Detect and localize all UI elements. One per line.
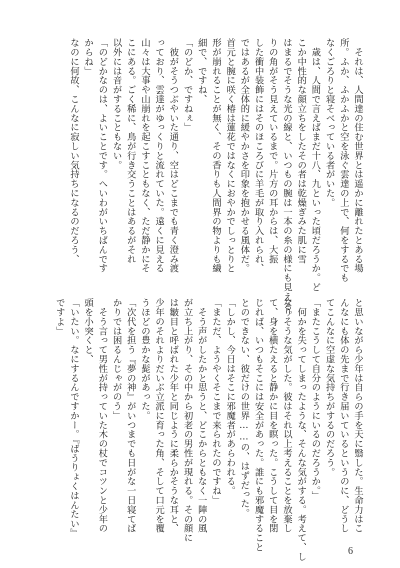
text-line: なくごろりと寝そべっている者がいた。 xyxy=(323,38,335,208)
text-line: 「のどか、ですねぇ」 xyxy=(181,38,193,132)
text-line: 「またこうして自分のようにいるのだろうか。」 xyxy=(309,298,321,501)
lower-text-column xyxy=(53,298,364,562)
text-line: 首元と腕に咲く椿は蓮花ではなくにおやかでしっとりと xyxy=(224,38,236,273)
text-line: は皺目と呼ばれた少年と同じように柔らかそうな耳と、 xyxy=(167,298,179,533)
text-line: こか中性的な顔立ちをしたその者は乾燥ぎみた肌に雪 xyxy=(295,38,307,264)
text-line: 頭を小突くと、 xyxy=(82,298,94,364)
text-line: 「いたい。なにするんですかー。『ばうりょくはんたい』 xyxy=(67,298,79,538)
text-line: ですよ」 xyxy=(53,298,65,336)
text-line: 歳は、人間で言えばまだ十八、九といった頃だろうか。ど xyxy=(309,38,321,292)
text-line: 何かを失ってしまったような、そんな気がする。考えて、し xyxy=(295,298,307,562)
text-line: りの角がそう見えているまで。片方の耳からは、大振 xyxy=(266,38,278,264)
text-line: かりでは困るんじゃがのう」 xyxy=(110,298,122,421)
text-line: 彼がそうつぶやいた通り、空はどこまでも青く澄み渡 xyxy=(167,38,179,273)
text-line: はまるでそうな光の線と、いつもの腕は一本の糸の様にも見える。 xyxy=(280,38,292,320)
text-line: とのできない、彼だけの世界……の、はずだった。 xyxy=(238,298,250,518)
text-line: 細で、ですね、 xyxy=(195,38,207,104)
text-line: て、身を横たえると静かに目を瞑った。こうして目を閉 xyxy=(266,298,278,533)
text-line: 「のどかなのは、よいことです。へいわがいちばんです xyxy=(96,38,108,273)
text-line: と思いながら少年は自らの手を天に翳した。生命力はこ xyxy=(352,298,363,533)
text-line: 形が崩れることが無く、その香りも人間界の物よりも繊 xyxy=(209,38,221,273)
text-line: そう声がしたかと思うと、どこからともなく一陣の風 xyxy=(195,298,207,533)
text-line: 「しかし、今日はそこに邪魔者があらわれる。 xyxy=(224,298,236,496)
text-line: うほどの豊かな髭があった。 xyxy=(138,298,150,421)
text-line: なりそうな気がした。彼はそれ以上考えることを放棄し xyxy=(280,298,292,533)
text-line: が立ち上がり、その中から初老の男性が現れる。その顔に xyxy=(181,298,193,543)
page-number: 6 xyxy=(348,546,353,557)
text-line: じれば、いつもそこには安全があった。誰にも邪魔すること xyxy=(252,298,264,552)
text-line: 少年のそれよりだいぶ立派に育った角、そして口元を覆 xyxy=(153,298,165,533)
text-line: ではあるが全体的に緩やかさを印象を抱かせる風体だ。 xyxy=(238,38,250,273)
text-line: っており、雲達がゆっくりと流れていた。遠くに見える xyxy=(153,38,165,273)
text-line: てこんなに空虚な気持ちがするのだろう。 xyxy=(323,298,335,477)
text-line: なのに何故、こんなに寂しい気持ちになるのだろう、 xyxy=(67,38,79,264)
text-line: んなにも体の先まで行き届いているというのに、どうし xyxy=(337,298,349,533)
text-line: そう言って男性が持っていた木の杖でコツンと少年の xyxy=(96,298,108,533)
text-line: した衝中装飾にはそのほころびに羊毛が取り入れられ、 xyxy=(252,38,264,273)
text-line: 「まただ、ようやくそこまで来られたのですね」 xyxy=(209,298,221,505)
text-line: 「次代を担う『夢の神』がいつまでも日がな一日寝てば xyxy=(124,298,136,533)
text-line: 以外には音がすることもない。 xyxy=(110,38,122,170)
text-line: 山々は大事や山崩れを起こすこともなく、ただ静かにそ xyxy=(138,38,150,273)
text-line: 所。ふか、ふかふかと空を泳ぐ雲達の上で、何をするでも xyxy=(337,38,349,283)
text-line: からね」 xyxy=(82,38,94,76)
text-line: こにある。ごく稀に、鳥が行き交うことはあるがそれ xyxy=(124,38,136,264)
text-line: それは、人間達の住む世界とは遥かに離れたとある場 xyxy=(352,38,363,273)
